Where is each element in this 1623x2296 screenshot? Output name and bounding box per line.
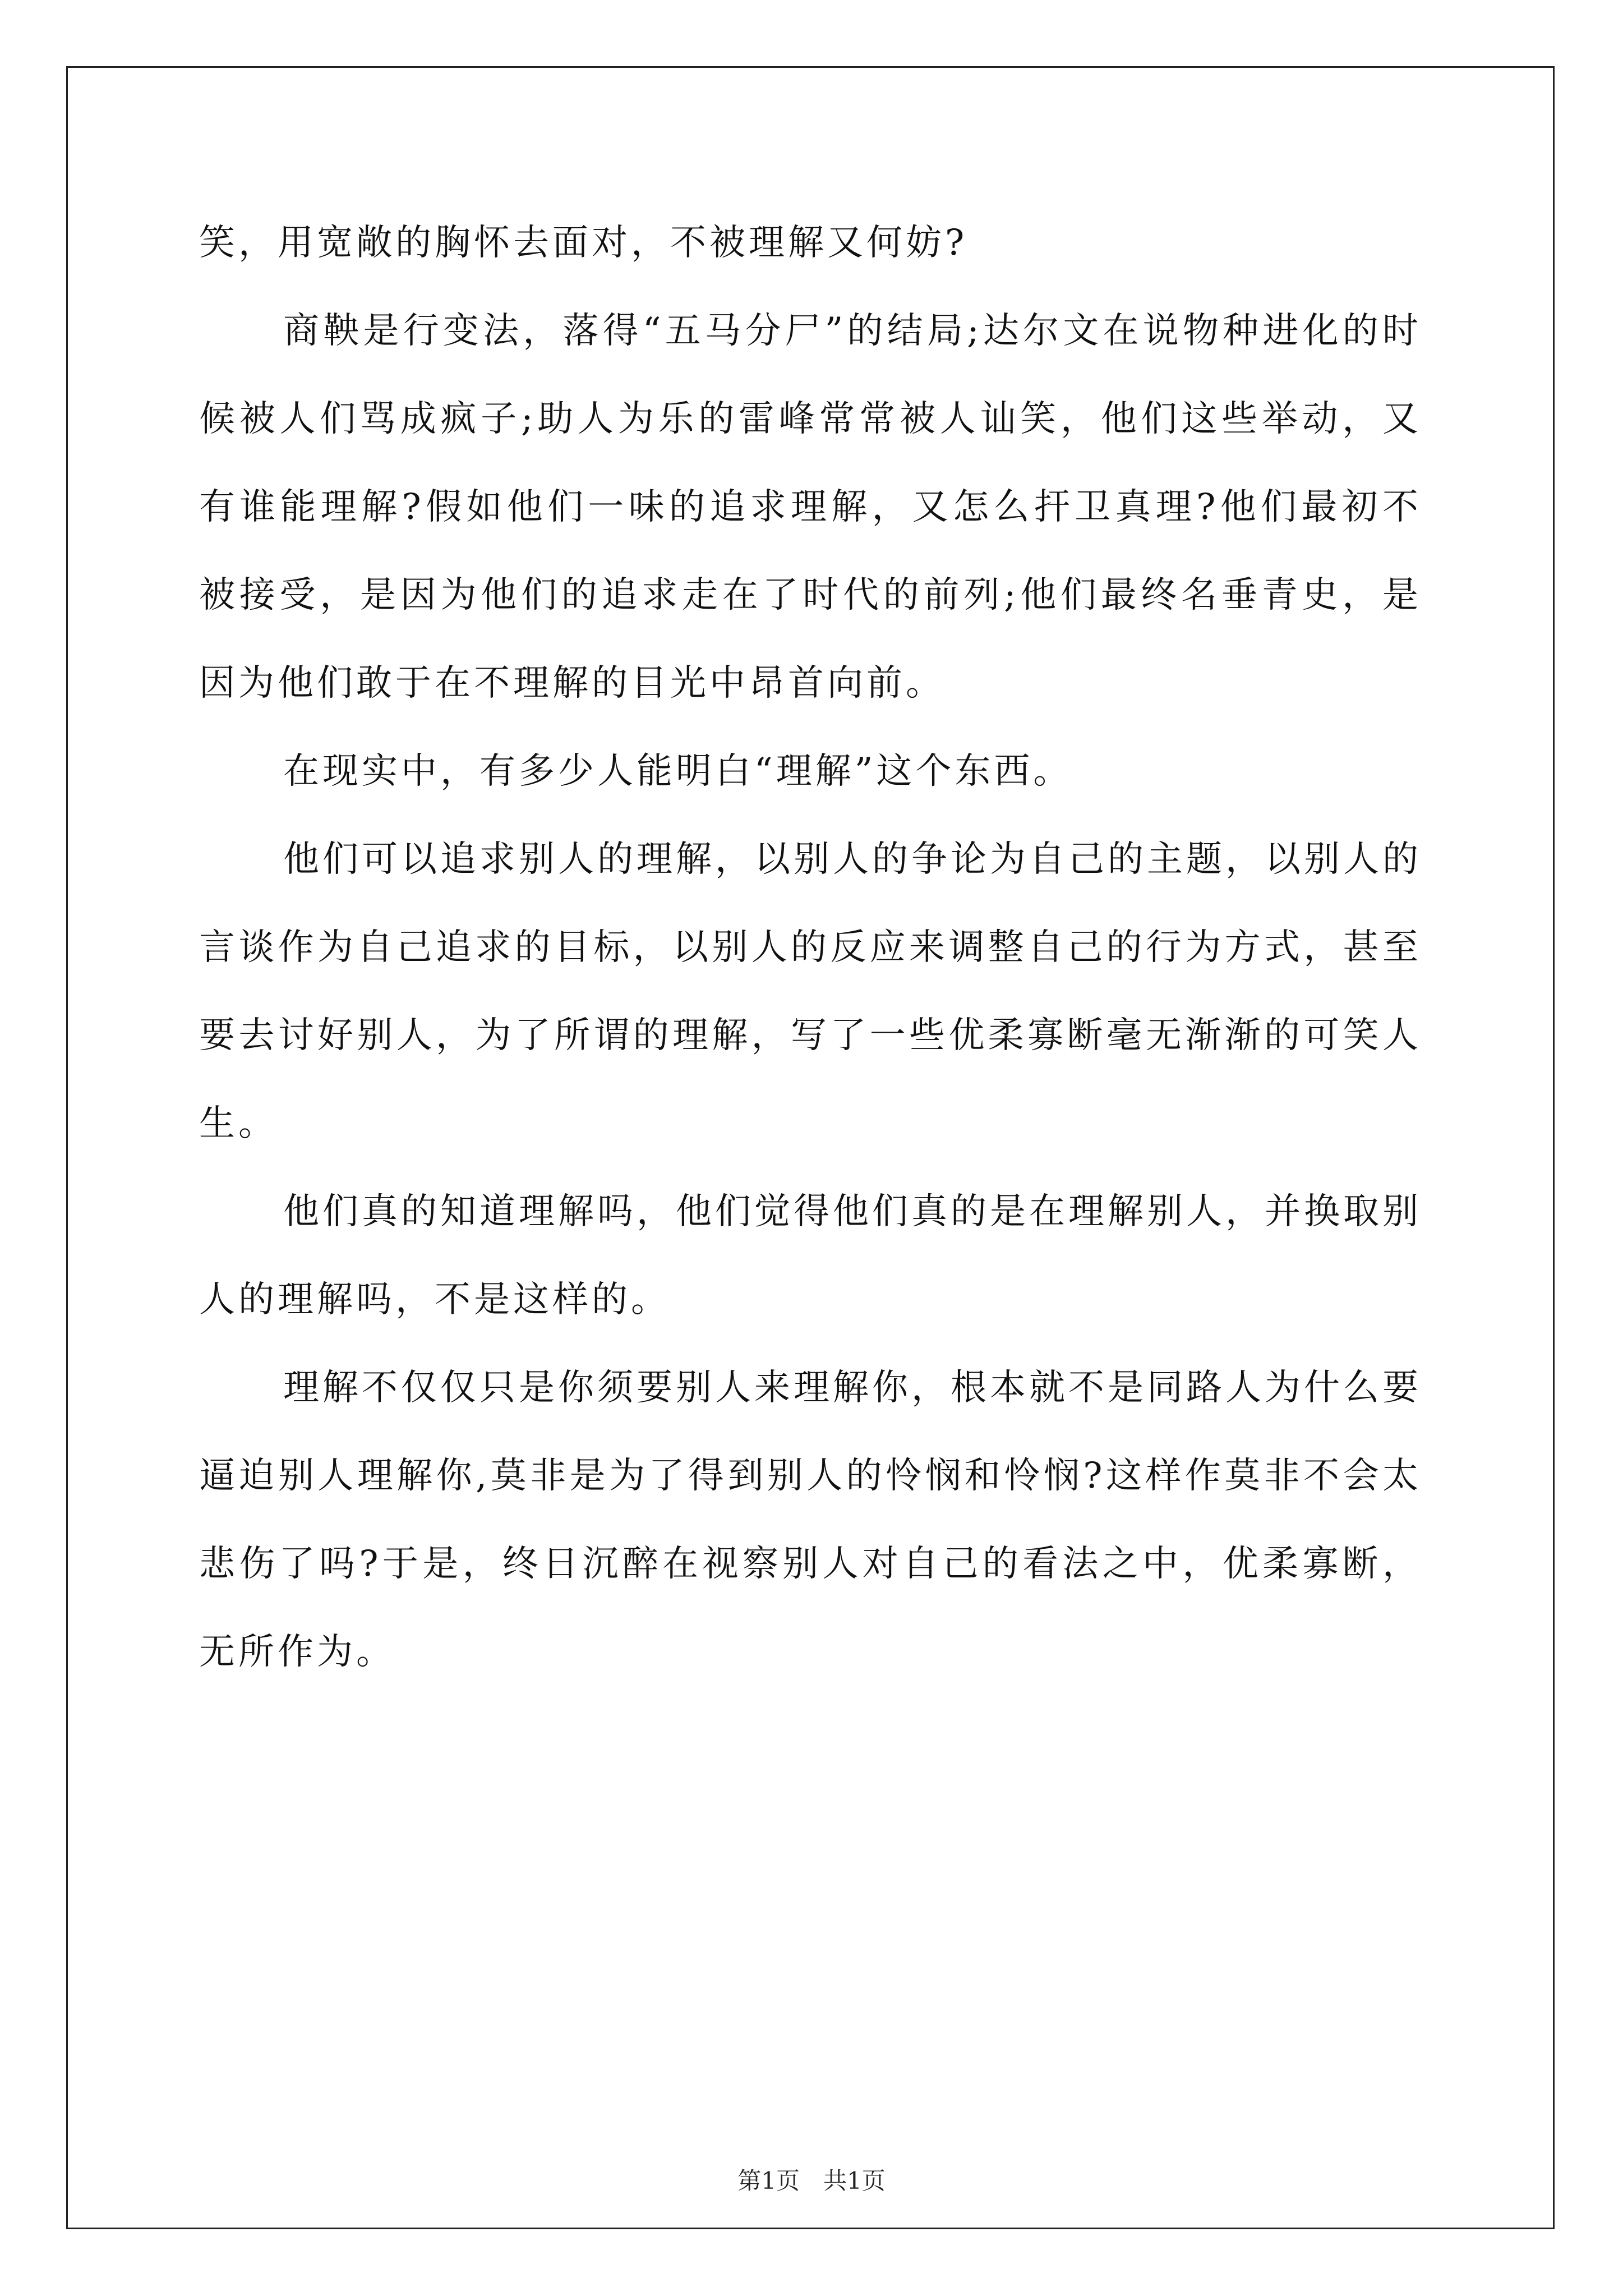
- paragraph-5: 他们真的知道理解吗，他们觉得他们真的是在理解别人，并换取别人的理解吗，不是这样的。: [199, 1191, 1422, 1320]
- page-footer: 第1页 共1页: [737, 2167, 886, 2194]
- document-body: [199, 199, 1422, 1696]
- paragraph-6: 理解不仅仅只是你须要别人来理解你，根本就不是同路人为什么要逼迫别人理解你,莫非是为了得到别人的怜悯和怜悯?这样作莫非不会太悲伤了吗?于是，终日沉醉在视察别人对自己的看法之中，优柔寡断，无所作为。: [199, 1367, 1422, 1673]
- paragraph-1: 笑，用宽敞的胸怀去面对，不被理解又何妨?: [199, 222, 968, 264]
- paragraph-3: 在现实中，有多少人能明白“理解”这个东西。: [283, 751, 1073, 792]
- paragraph-4: 他们可以追求别人的理解，以别人的争论为自己的主题，以别人的言谈作为自己追求的目标，以别人的反应来调整自己的行为方式，甚至要去讨好别人，为了所谓的理解，写了一些优柔寡断毫无渐渐的可笑人生。: [199, 839, 1422, 1144]
- paragraph-2: 商鞅是行变法，落得“五马分尸”的结局;达尔文在说物种进化的时候被人们骂成疯子;助人为乐的雷峰常常被人讪笑，他们这些举动，又有谁能理解?假如他们一味的追求理解，又怎么扞卫真理?他们最初不被接受，是因为他们的追求走在了时代的前列;他们最终名垂青史，是因为他们敢于在不理解的目光中昂首向前。: [199, 310, 1422, 704]
